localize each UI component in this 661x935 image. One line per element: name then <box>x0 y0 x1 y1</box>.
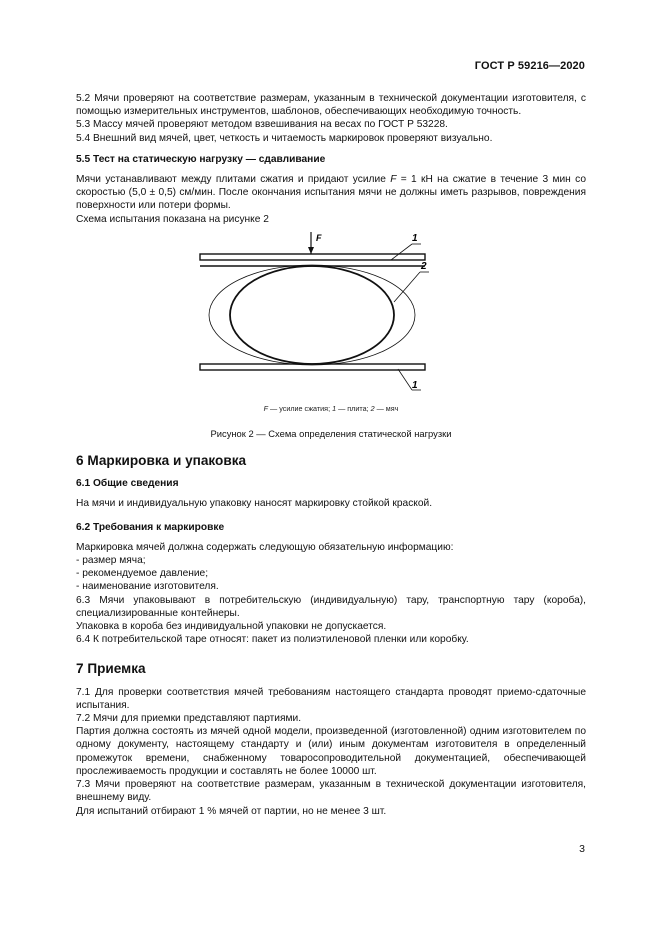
paragraph-6-2: Маркировка мячей должна содержать следующую обязательную информацию: <box>76 541 454 553</box>
text-fragment: Мячи устанавливают между плитами сжатия и придают усилие <box>76 174 391 186</box>
list-item: - наименование изготовителя. <box>76 581 219 593</box>
legend-text-2: — мяч <box>374 403 399 413</box>
paragraph-7-3: 7.3 Мячи проверяют на соответствие размерам, указанным в технической документации изготовителя, внешнему виду. <box>76 779 586 804</box>
list-item: - размер мяча; <box>76 555 146 567</box>
paragraph-6-1: На мячи и индивидуальную упаковку наносят маркировку стойкой краской. <box>76 498 433 510</box>
label-F: F <box>316 232 322 243</box>
label-1-bottom: 1 <box>412 379 418 391</box>
text-fragment: = 1 кН на сжатие в течение 3 мин со скоростью (5,0 ± 0,5) см/мин. После окончания испытания мячи не должны иметь разрывов, повреждения поверхности или потери формы. <box>76 174 586 212</box>
legend-symbol-1: 1 <box>332 403 337 413</box>
paragraph-5-5-text <box>76 173 586 213</box>
paragraph-5-5-scheme-ref: Схема испытания показана на рисунке 2 <box>76 213 269 225</box>
top-plate <box>200 254 425 260</box>
paragraph-6-4: 6.4 К потребительской таре относят: пакет из полиэтиленовой пленки или коробку. <box>76 634 469 646</box>
force-symbol: F <box>390 174 397 186</box>
ball-compressed <box>209 265 415 365</box>
label-1-top: 1 <box>412 232 418 244</box>
heading-6-2: 6.2 Требования к маркировке <box>76 521 225 533</box>
standard-code-header: ГОСТ Р 59216—2020 <box>474 60 585 72</box>
list-item: - рекомендуемое давление; <box>76 568 209 580</box>
paragraph-7-1: 7.1 Для проверки соответствия мячей требованиям настоящего стандарта проводят приемо-сдаточные испытания. <box>76 686 586 711</box>
figure-2 <box>76 232 586 417</box>
page-content <box>76 92 586 818</box>
legend-text-1: — плита; <box>336 403 371 413</box>
leader-line-1-bottom <box>398 369 412 390</box>
paragraph-7-2: 7.2 Мячи для приемки представляют партиями. <box>76 713 302 725</box>
paragraph-7-2-lot: Партия должна состоять из мячей одной модели, произведенной (изготовленной) одним изготовителем по одному документу, настоящему стандарту и (или) иным документам изготовителя в определенный промежуток времени, снабженному товаросопроводительной документацией, обеспечивающей прослеживаемость продукции и составлять не более 10000 шт. <box>76 726 586 777</box>
figure-legend <box>76 402 586 415</box>
legend-symbol-F: F <box>263 403 269 413</box>
heading-5-5: 5.5 Тест на статическую нагрузку — сдавливание <box>76 153 326 165</box>
paragraph-6-3: 6.3 Мячи упаковывают в потребительскую (индивидуальную) тару, транспортную тару (короба), специализированные контейнеры. <box>76 594 586 619</box>
ball-original <box>230 266 394 364</box>
section-6-title: 6 Маркировка и упаковка <box>76 453 247 469</box>
force-arrow-head <box>308 247 314 254</box>
compression-scheme-diagram <box>76 232 586 397</box>
paragraph-7-3-sample: Для испытаний отбирают 1 % мячей от партии, но не менее 3 шт. <box>76 805 387 817</box>
legend-symbol-2: 2 <box>370 403 375 413</box>
label-2: 2 <box>421 260 427 272</box>
paragraph-5-4: 5.4 Внешний вид мячей, цвет, четкость и читаемость маркировок проверяют визуально. <box>76 132 493 144</box>
heading-6-1: 6.1 Общие сведения <box>76 478 179 490</box>
figure-caption: Рисунок 2 — Схема определения статической нагрузки <box>210 427 452 439</box>
section-7-title: 7 Приемка <box>76 661 146 677</box>
page-number: 3 <box>579 843 585 855</box>
legend-text-F: — усилие сжатия; <box>268 403 333 413</box>
paragraph-5-3: 5.3 Массу мячей проверяют методом взвешивания на весах по ГОСТ Р 53228. <box>76 119 448 131</box>
paragraph-5-2: 5.2 Мячи проверяют на соответствие размерам, указанным в технической документации изготовителя, с помощью измерительных инструментов, шаблонов, обеспечивающих необходимую точность. <box>76 93 586 118</box>
paragraph-6-3-note: Упаковка в короба без индивидуальной упаковки не допускается. <box>76 621 387 633</box>
